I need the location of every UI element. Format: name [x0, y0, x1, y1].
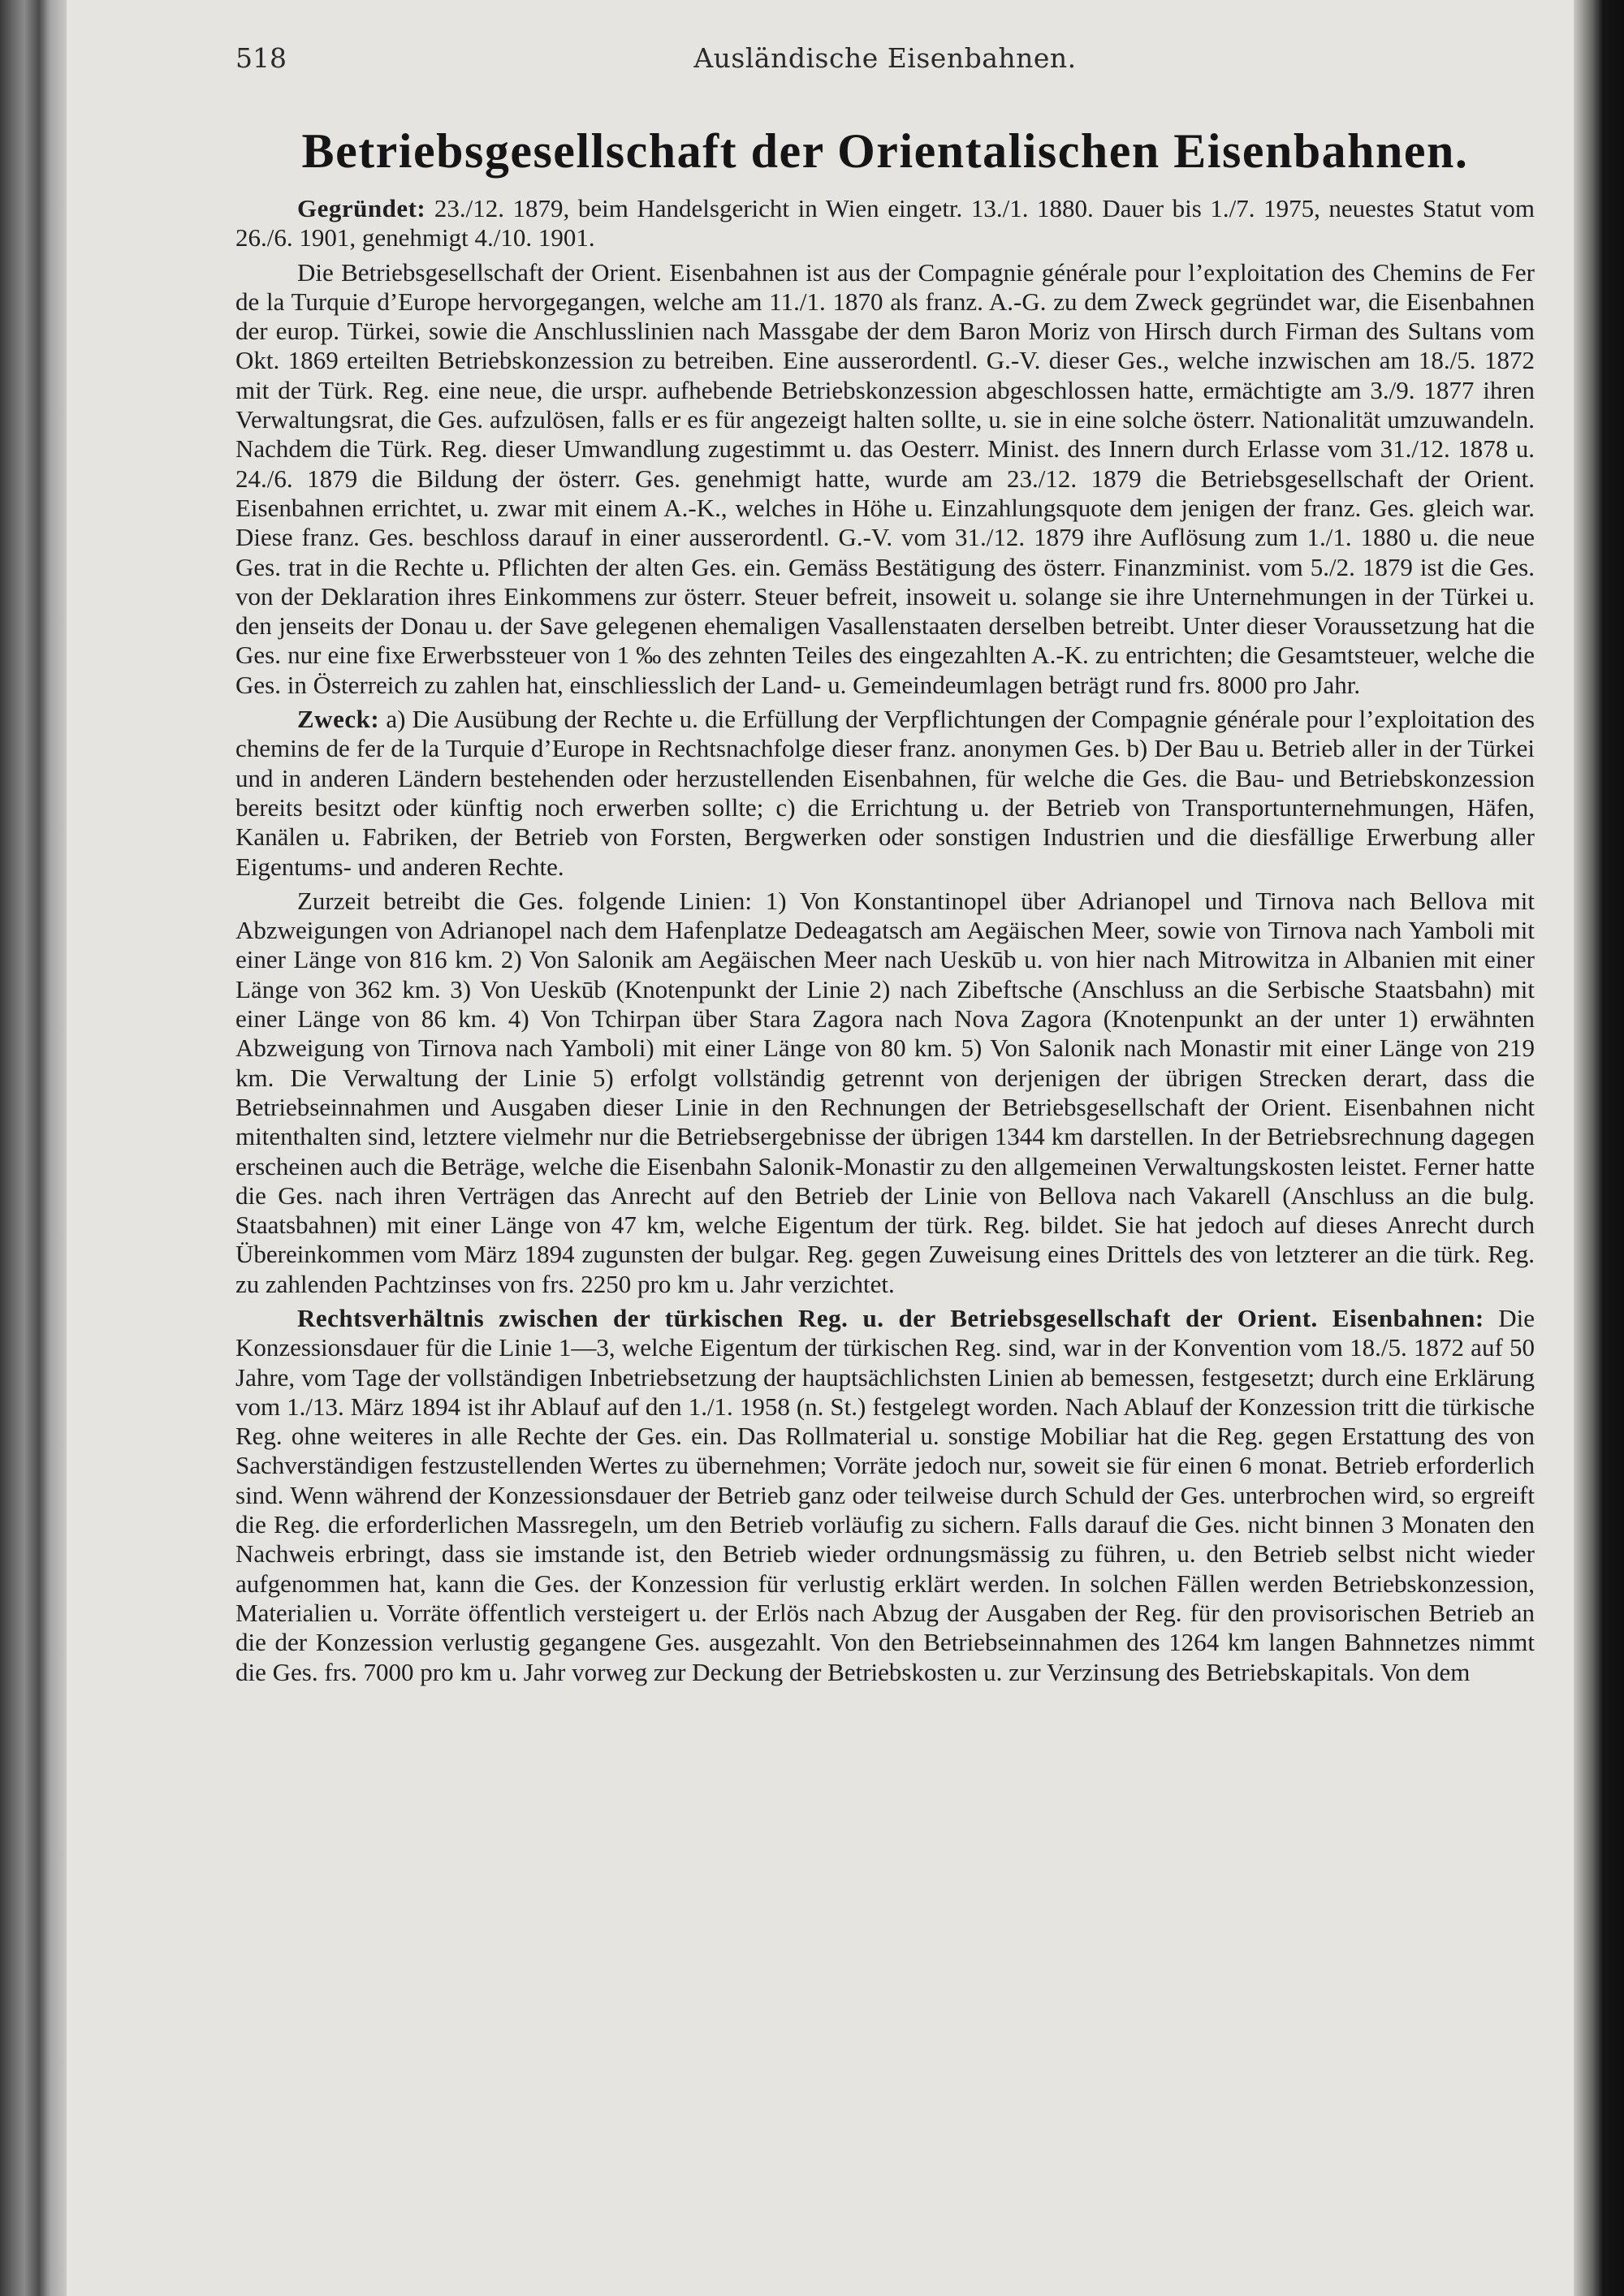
page-text-block: [235, 42, 1535, 1692]
page-edge-shadow: [1574, 0, 1624, 2296]
running-title: Ausländische Eisenbahnen.: [693, 42, 1077, 74]
founded-text: 23./12. 1879, beim Handelsgericht in Wien eingetr. 13./1. 1880. Dauer bis 1./7. 1975, neuestes Statut vom 26./6. 1901, genehmigt 4./10. 1901.: [235, 194, 1535, 252]
legal-text: Die Konzessionsdauer für die Linie 1—3, welche Eigentum der türkischen Reg. sind, war in der Konvention vom 18./5. 1872 auf 50 Jahre, vom Tage der vollständigen Inbetriebsetzung der hauptsächlichsten Linien ab bemessen, festgesetzt; durch eine Erklärung vom 1./13. März 1894 ist ihr Ablauf auf den 1./1. 1958 (n. St.) festgelegt worden. Nach Ablauf der Konzession tritt die türkische Reg. ohne weiteres in alle Rechte der Ges. ein. Das Rollmaterial u. sonstige Mobiliar hat die Reg. gegen Erstattung des von Sachverständigen festzustellenden Wertes zu übernehmen; Vorräte jedoch nur, soweit sie für einen 6 monat. Betrieb erforderlich sind. Wenn während der Konzessionsdauer der Betrieb ganz oder teilweise durch Schuld der Ges. unterbrochen wird, so ergreift die Reg. die erforderlichen Massregeln, um den Betrieb vorläufig zu sichern. Falls darauf die Ges. nicht binnen 3 Monaten den Nachweis erbringt, dass sie imstande ist, den Betrieb wieder ordnungsmässig zu führen, u. den Betrieb selbst nicht wieder aufgenommen hat, kann die Ges. der Konzession für verlustig erklärt werden. In solchen Fällen werden Betriebskonzession, Materialien u. Vorräte öffentlich versteigert u. der Erlös nach Abzug der Ausgaben der Reg. für den provisorischen Betrieb an die der Konzession verlustig gegangene Ges. ausgezahlt. Von den Betriebseinnahmen des 1264 km langen Bahnnetzes nimmt die Ges. frs. 7000 pro km u. Jahr vorweg zur Deckung der Betriebskosten u. zur Verzinsung des Betriebskapitals. Von dem: [235, 1303, 1535, 1686]
legal-paragraph: [235, 1304, 1535, 1687]
running-head: [235, 42, 1535, 84]
history-paragraph: Die Betriebsgesellschaft der Orient. Eisenbahnen ist aus der Compagnie générale pour l’exploitation des Chemins de Fer de la Turquie d’Europe hervorgegangen, welche am 11./1. 1870 als franz. A.-G. zu dem Zweck gegründet war, die Eisenbahnen der europ. Türkei, sowie die Anschlusslinien nach Massgabe der dem Baron Moriz von Hirsch durch Firman des Sultans vom Okt. 1869 erteilten Betriebskonzession zu betreiben. Eine ausserordentl. G.-V. dieser Ges., welche inzwischen am 18./5. 1872 mit der Türk. Reg. eine neue, die urspr. aufhebende Betriebskonzession abgeschlossen hatte, ermächtigte am 3./9. 1877 ihren Verwaltungsrat, die Ges. aufzulösen, falls er es für angezeigt halten sollte, u. sie in eine solche österr. Nationalität umzuwandeln. Nachdem die Türk. Reg. dieser Umwandlung zugestimmt u. das Oesterr. Minist. des Innern durch Erlasse vom 31./12. 1878 u. 24./6. 1879 die Bildung der österr. Ges. genehmigt hatte, wurde am 23./12. 1879 die Betriebsgesellschaft der Orient. Eisenbahnen errichtet, u. zwar mit einem A.-K., welches in Höhe u. Einzahlungsquote dem jenigen der franz. Ges. gleich war. Diese franz. Ges. beschloss darauf in einer ausserordentl. G.-V. vom 31./12. 1879 ihre Auflösung zum 1./1. 1880 u. die neue Ges. trat in die Rechte u. Pflichten der alten Ges. ein. Gemäss Bestätigung des österr. Finanzminist. vom 5./2. 1879 ist die Ges. von der Deklaration ihres Einkommens zur österr. Steuer befreit, insoweit u. solange sie ihre Unternehmungen in der Türkei u. den jenseits der Donau u. der Save gelegenen ehemaligen Vasallenstaaten derselben betreibt. Unter dieser Voraussetzung hat die Ges. nur eine fixe Erwerbssteuer von 1 ‰ des zehnten Teiles des eingezahlten A.-K. zu entrichten; die Gesamtsteuer, welche die Ges. in Österreich zu zahlen hat, einschliesslich der Land- u. Gemeindeumlagen beträgt rund frs. 8000 pro Jahr.: [235, 257, 1535, 699]
founded-paragraph: [235, 194, 1535, 253]
legal-label: Rechtsverhältnis zwischen der türkischen Reg. u. der Betriebsgesellschaft der Orient. Eisenbahnen:: [297, 1303, 1484, 1332]
lines-paragraph: Zurzeit betreibt die Ges. folgende Linien: 1) Von Konstantinopel über Adrianopel und Tirnova nach Bellova mit Abzweigungen von Adrianopel nach dem Hafenplatze Dedeagatsch am Aegäischen Meer, sowie von Tirnova nach Yamboli mit einer Länge von 816 km. 2) Von Salonik am Aegäischen Meer nach Ueskūb u. von hier nach Mitrowitza in Albanien mit einer Länge von 362 km. 3) Von Ueskūb (Knotenpunkt der Linie 2) nach Zibeftsche (Anschluss an die Serbische Staatsbahn) mit einer Länge von 86 km. 4) Von Tchirpan über Stara Zagora nach Nova Zagora (Knotenpunkt an der unter 1) erwähnten Abzweigung von Tirnova nach Yamboli) mit einer Länge von 80 km. 5) Von Salonik nach Monastir mit einer Länge von 219 km. Die Verwaltung der Linie 5) erfolgt vollständig getrennt von derjenigen der übrigen Strecken derart, dass die Betriebseinnahmen und Ausgaben dieser Linie in den Rechnungen der Betriebsgesellschaft der Orient. Eisenbahnen nicht mitenthalten sind, letztere vielmehr nur die Betriebsergebnisse der übrigen 1344 km darstellen. In der Betriebsrechnung dagegen erscheinen auch die Beträge, welche die Eisenbahn Salonik-Monastir zu den allgemeinen Verwaltungskosten leistet. Ferner hatte die Ges. nach ihren Verträgen das Anrecht auf den Betrieb der Linie von Bellova nach Vakarell (Anschluss an die bulg. Staatsbahnen) mit einer Länge von 47 km, welche Eigentum der türk. Reg. bildet. Sie hat jedoch auf dieses Anrecht durch Übereinkommen vom März 1894 zugunsten der bulgar. Reg. gegen Zuweisung eines Drittels des von letzterer an die türk. Reg. zu zahlenden Pachtzinses von frs. 2250 pro km u. Jahr verzichtet.: [235, 886, 1535, 1298]
book-binding-shadow: [0, 0, 67, 2296]
page-number: 518: [235, 42, 287, 74]
founded-label: Gegründet:: [297, 194, 426, 222]
article-title: Betriebsgesellschaft der Orientalischen Eisenbahnen.: [301, 124, 1469, 178]
purpose-label: Zweck:: [297, 705, 380, 734]
purpose-paragraph: [235, 705, 1535, 882]
purpose-text: a) Die Ausübung der Rechte u. die Erfüllung der Verpflichtungen der Compagnie générale pour l’exploitation des chemins de fer de la Turquie d’Europe in Rechtsnachfolge dieser franz. anonymen Ges. b) Der Bau u. Betrieb aller in der Türkei und in anderen Ländern bestehenden oder herzustellenden Eisenbahnen, für welche die Ges. die Bau- und Betriebskonzession bereits besitzt oder künftig noch erwerben sollte; c) die Errichtung u. der Betrieb von Transportunternehmungen, Häfen, Kanälen u. Fabriken, der Betrieb von Forsten, Bergwerken oder sonstigen Industrien und die diesfällige Erwerbung aller Eigentums- und anderen Rechte.: [235, 705, 1535, 881]
